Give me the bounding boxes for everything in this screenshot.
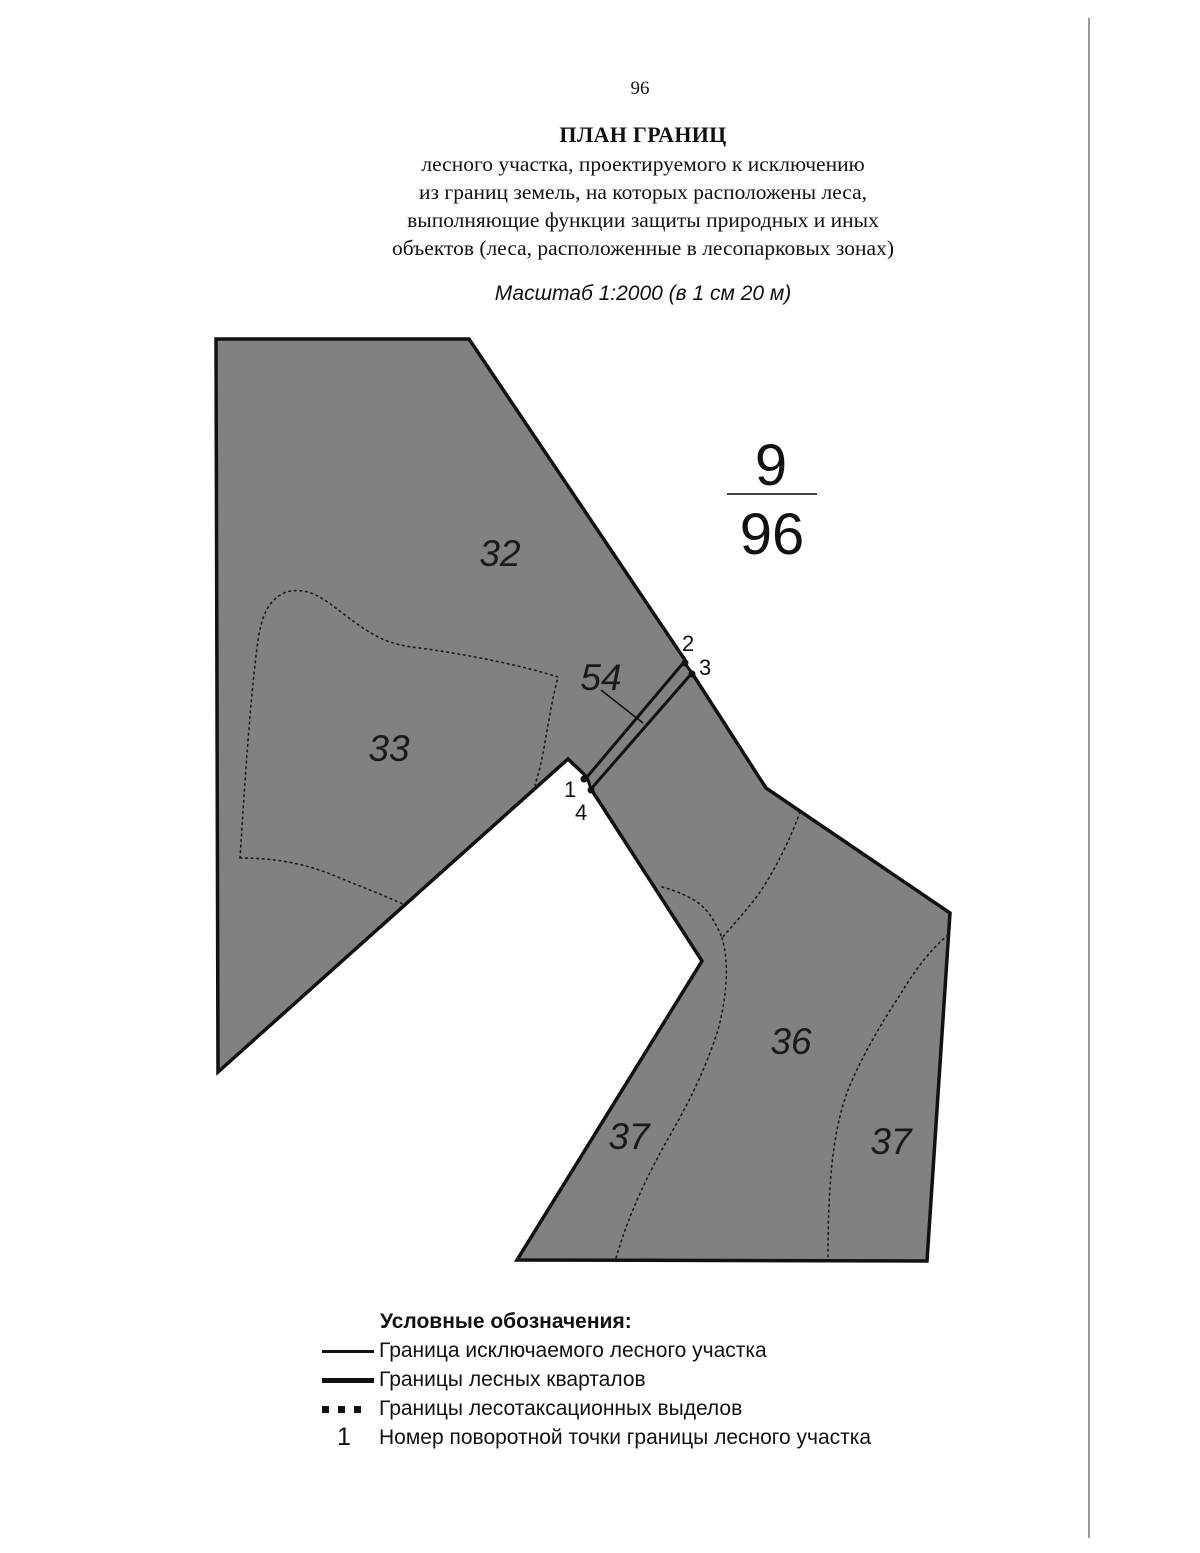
subtitle-line: объектов (леса, расположенные в лесопарковых зонах) (392, 236, 894, 260)
section-label: 33 (368, 728, 410, 769)
legend-label: Граница исключаемого лесного участка (379, 1339, 767, 1362)
legend-label: Номер поворотной точки границы лесного участка (379, 1426, 872, 1449)
subtitle-line: из границ земель, на которых расположены леса, (419, 180, 867, 204)
turning-point-label: 3 (699, 655, 712, 680)
turning-point-label: 1 (564, 777, 577, 802)
quarter-numerator: 9 (754, 433, 788, 498)
page-number: 96 (630, 78, 650, 99)
plan-title: ПЛАН ГРАНИЦ (559, 122, 727, 147)
legend-item (318, 1336, 871, 1365)
section-label: 54 (580, 657, 622, 698)
subtitle-line: выполняющие функции защиты природных и иных (407, 208, 879, 232)
map-scale: Масштаб 1:2000 (в 1 см 20 м) (494, 282, 792, 305)
legend-item (318, 1423, 871, 1452)
legend-item (318, 1365, 871, 1394)
legend-item (318, 1394, 871, 1423)
turning-point-marker (588, 787, 595, 794)
legend-number-symbol (318, 1423, 374, 1452)
legend (318, 1307, 871, 1452)
turning-point-marker (689, 671, 696, 678)
quarter-denominator: 96 (739, 502, 805, 567)
legend-dotted-line-symbol (318, 1394, 374, 1423)
section-label: 37 (608, 1116, 650, 1157)
section-label: 36 (770, 1021, 812, 1062)
turning-point-marker (581, 776, 588, 783)
turning-point-label: 2 (682, 631, 695, 656)
legend-thick-line-symbol (318, 1365, 374, 1394)
turning-point-marker (682, 660, 689, 667)
section-label: 37 (870, 1121, 912, 1162)
subtitle-line: лесного участка, проектируемого к исключению (421, 152, 865, 176)
legend-solid-line-symbol (318, 1336, 374, 1365)
legend-label: Границы лесных кварталов (379, 1368, 646, 1391)
turning-point-label: 4 (575, 800, 588, 825)
section-label: 32 (479, 533, 521, 574)
quarter-polygon-upper (216, 339, 687, 1072)
legend-label: Границы лесотаксационных выделов (379, 1397, 743, 1420)
legend-symbol-text: 1 (337, 1423, 351, 1451)
legend-title: Условные обозначения: (380, 1310, 632, 1333)
